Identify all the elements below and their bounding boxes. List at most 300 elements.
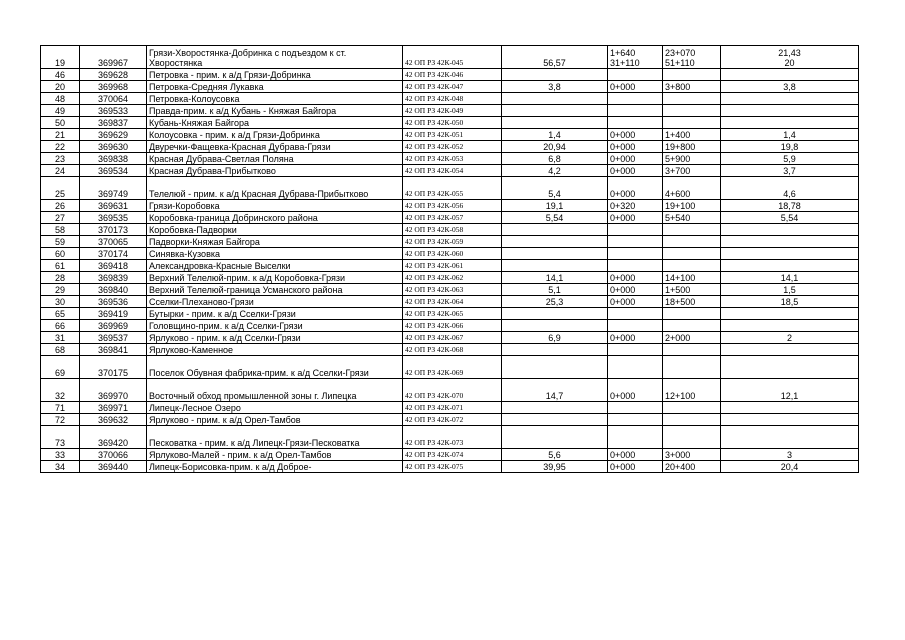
start-km-cell	[608, 141, 663, 153]
table-row	[41, 449, 859, 461]
length-cell	[502, 69, 608, 81]
table-row	[41, 296, 859, 308]
end-km-cell-line	[665, 403, 718, 413]
road-code-cell: 42 ОП РЗ 42К-059	[403, 236, 502, 248]
row-number-cell: 61	[41, 260, 80, 272]
section-length-cell-line: 1,5	[783, 285, 796, 295]
road-id-cell: 369749	[80, 177, 147, 200]
section-length-cell-line	[723, 321, 856, 331]
section-length-cell-line: 18,5	[780, 297, 799, 307]
table-row	[41, 379, 859, 402]
start-km-cell-line: 0+320	[610, 201, 636, 211]
start-km-cell-line: 0+000	[610, 166, 636, 176]
table-row	[41, 356, 859, 379]
table-row	[41, 332, 859, 344]
road-id-cell: 369967	[80, 46, 147, 69]
section-length-cell-line	[723, 106, 856, 116]
end-km-cell	[663, 224, 721, 236]
road-code-cell: 42 ОП РЗ 42К-063	[403, 284, 502, 296]
start-km-cell-line: 0+000	[610, 130, 636, 140]
road-code-cell: 42 ОП РЗ 42К-053	[403, 153, 502, 165]
section-length-cell	[721, 224, 859, 236]
end-km-cell	[663, 379, 721, 402]
end-km-cell	[663, 212, 721, 224]
road-id-cell: 369440	[80, 461, 147, 473]
section-length-cell-line: 18,78	[778, 201, 801, 211]
start-km-cell-line	[610, 249, 660, 259]
end-km-cell-line: 1+500	[665, 285, 691, 295]
section-length-cell-line	[723, 225, 856, 235]
length-cell	[502, 236, 608, 248]
table-row	[41, 224, 859, 236]
road-code-cell: 42 ОП РЗ 42К-057	[403, 212, 502, 224]
end-km-cell-line	[665, 237, 718, 247]
row-number-cell: 46	[41, 69, 80, 81]
road-code-cell: 42 ОП РЗ 42К-046	[403, 69, 502, 81]
table-row	[41, 344, 859, 356]
road-id-cell: 370064	[80, 93, 147, 105]
road-name-cell: Падворки-Княжая Байгора	[147, 236, 403, 248]
table-row	[41, 105, 859, 117]
length-cell	[502, 402, 608, 414]
end-km-cell	[663, 177, 721, 200]
end-km-cell-line: 5+900	[665, 154, 691, 164]
row-number-cell: 49	[41, 105, 80, 117]
road-name-cell: Головщино-прим. к а/д Сселки-Грязи	[147, 320, 403, 332]
road-name-cell: Грязи-Хворостянка-Добринка с подъездом к ст. Хворостянка	[147, 46, 403, 69]
end-km-cell	[663, 248, 721, 260]
road-code-cell: 42 ОП РЗ 42К-064	[403, 296, 502, 308]
row-number-cell: 33	[41, 449, 80, 461]
end-km-cell	[663, 449, 721, 461]
section-length-cell	[721, 379, 859, 402]
end-km-cell	[663, 236, 721, 248]
section-length-cell	[721, 461, 859, 473]
section-length-cell	[721, 308, 859, 320]
road-code-cell: 42 ОП РЗ 42К-051	[403, 129, 502, 141]
table-row	[41, 46, 859, 69]
end-km-cell-line	[665, 415, 718, 425]
end-km-cell	[663, 165, 721, 177]
end-km-cell-line: 14+100	[665, 273, 696, 283]
section-length-cell-line: 5,9	[783, 154, 796, 164]
road-id-cell: 370173	[80, 224, 147, 236]
road-code-cell: 42 ОП РЗ 42К-075	[403, 461, 502, 473]
start-km-cell	[608, 356, 663, 379]
row-number-cell: 26	[41, 200, 80, 212]
road-id-cell: 369418	[80, 260, 147, 272]
row-number-cell: 73	[41, 426, 80, 449]
start-km-cell	[608, 461, 663, 473]
start-km-cell	[608, 272, 663, 284]
road-code-cell: 42 ОП РЗ 42К-045	[403, 46, 502, 69]
section-length-cell-line: 3	[786, 450, 792, 460]
road-code-cell: 42 ОП РЗ 42К-067	[403, 332, 502, 344]
road-code-cell: 42 ОП РЗ 42К-047	[403, 81, 502, 93]
road-name-cell: Липецк-Лесное Озеро	[147, 402, 403, 414]
row-number-cell: 69	[41, 356, 80, 379]
end-km-cell	[663, 69, 721, 81]
start-km-cell	[608, 284, 663, 296]
start-km-cell-line: 0+000	[610, 189, 636, 199]
section-length-cell	[721, 236, 859, 248]
length-cell	[502, 414, 608, 426]
road-code-cell: 42 ОП РЗ 42К-071	[403, 402, 502, 414]
road-name-cell: Сселки-Плеханово-Грязи	[147, 296, 403, 308]
section-length-cell	[721, 177, 859, 200]
road-id-cell: 369629	[80, 129, 147, 141]
start-km-cell	[608, 46, 663, 69]
end-km-cell-line: 19+100	[665, 201, 696, 211]
end-km-cell	[663, 129, 721, 141]
road-name-cell: Кубань-Княжая Байгора	[147, 117, 403, 129]
end-km-cell-line: 3+000	[665, 450, 691, 460]
section-length-cell-line	[723, 368, 856, 378]
start-km-cell-line	[610, 94, 660, 104]
table-row	[41, 81, 859, 93]
end-km-cell-line: 19+800	[665, 142, 696, 152]
road-name-cell: Двуречки-Фащевка-Красная Дубрава-Грязи	[147, 141, 403, 153]
section-length-cell	[721, 414, 859, 426]
row-number-cell: 58	[41, 224, 80, 236]
length-cell: 19,1	[502, 200, 608, 212]
table-row	[41, 320, 859, 332]
road-name-cell: Песковатка - прим. к а/д Липецк-Грязи-Песковатка	[147, 426, 403, 449]
table-row	[41, 308, 859, 320]
road-code-cell: 42 ОП РЗ 42К-074	[403, 449, 502, 461]
length-cell: 5,54	[502, 212, 608, 224]
start-km-cell	[608, 379, 663, 402]
road-id-cell: 369630	[80, 141, 147, 153]
start-km-cell-line	[610, 403, 660, 413]
section-length-cell	[721, 200, 859, 212]
start-km-cell-line	[610, 118, 660, 128]
section-length-cell	[721, 141, 859, 153]
section-length-cell-line	[723, 309, 856, 319]
section-length-cell	[721, 46, 859, 69]
end-km-cell	[663, 260, 721, 272]
length-cell	[502, 308, 608, 320]
length-cell: 1,4	[502, 129, 608, 141]
road-id-cell: 370175	[80, 356, 147, 379]
length-cell: 5,6	[502, 449, 608, 461]
table-row	[41, 141, 859, 153]
road-name-cell: Телелюй - прим. к а/д Красная Дубрава-Прибытково	[147, 177, 403, 200]
start-km-cell-line	[610, 106, 660, 116]
road-name-cell: Ярлуково-Каменное	[147, 344, 403, 356]
end-km-cell	[663, 296, 721, 308]
length-cell: 6,9	[502, 332, 608, 344]
row-number-cell: 68	[41, 344, 80, 356]
end-km-cell	[663, 272, 721, 284]
row-number-cell: 71	[41, 402, 80, 414]
road-code-cell: 42 ОП РЗ 42К-049	[403, 105, 502, 117]
table-row	[41, 260, 859, 272]
road-code-cell: 42 ОП РЗ 42К-070	[403, 379, 502, 402]
road-id-cell: 369536	[80, 296, 147, 308]
table-row	[41, 129, 859, 141]
section-length-cell-line: 5,54	[780, 213, 799, 223]
end-km-cell	[663, 105, 721, 117]
road-id-cell: 369838	[80, 153, 147, 165]
table-row	[41, 165, 859, 177]
section-length-cell-line	[723, 118, 856, 128]
start-km-cell	[608, 105, 663, 117]
section-length-cell	[721, 81, 859, 93]
end-km-cell-line: 2+000	[665, 333, 691, 343]
end-km-cell-line	[665, 249, 718, 259]
start-km-cell-line	[610, 261, 660, 271]
start-km-cell-line: 0+000	[610, 273, 636, 283]
length-cell	[502, 248, 608, 260]
end-km-cell-line	[665, 345, 718, 355]
end-km-cell-line: 3+800	[665, 82, 691, 92]
length-cell: 3,8	[502, 81, 608, 93]
table-row	[41, 212, 859, 224]
road-name-cell: Красная Дубрава-Светлая Поляна	[147, 153, 403, 165]
start-km-cell-line: 0+000	[610, 213, 636, 223]
road-code-cell: 42 ОП РЗ 42К-062	[403, 272, 502, 284]
start-km-cell	[608, 414, 663, 426]
row-number-cell: 27	[41, 212, 80, 224]
road-id-cell: 369537	[80, 332, 147, 344]
section-length-cell	[721, 332, 859, 344]
start-km-cell	[608, 212, 663, 224]
road-code-cell: 42 ОП РЗ 42К-060	[403, 248, 502, 260]
road-code-cell: 42 ОП РЗ 42К-055	[403, 177, 502, 200]
row-number-cell: 31	[41, 332, 80, 344]
road-name-cell: Правда-прим. к а/д Кубань - Княжая Байгора	[147, 105, 403, 117]
length-cell: 4,2	[502, 165, 608, 177]
table-row	[41, 153, 859, 165]
end-km-cell	[663, 81, 721, 93]
start-km-cell	[608, 402, 663, 414]
length-cell: 6,8	[502, 153, 608, 165]
length-cell	[502, 344, 608, 356]
end-km-cell	[663, 284, 721, 296]
table-row	[41, 402, 859, 414]
end-km-cell-line: 5+540	[665, 213, 691, 223]
length-cell: 5,1	[502, 284, 608, 296]
row-number-cell: 60	[41, 248, 80, 260]
start-km-cell-line: 0+000	[610, 391, 636, 401]
section-length-cell	[721, 117, 859, 129]
start-km-cell	[608, 129, 663, 141]
road-name-cell: Александровка-Красные Выселки	[147, 260, 403, 272]
end-km-cell-line: 12+100	[665, 391, 696, 401]
start-km-cell	[608, 81, 663, 93]
start-km-cell	[608, 344, 663, 356]
section-length-cell-line	[723, 403, 856, 413]
road-id-cell: 369970	[80, 379, 147, 402]
start-km-cell-line: 0+000	[610, 285, 636, 295]
row-number-cell: 28	[41, 272, 80, 284]
length-cell	[502, 320, 608, 332]
end-km-cell-line	[665, 438, 718, 448]
start-km-cell	[608, 200, 663, 212]
row-number-cell: 72	[41, 414, 80, 426]
start-km-cell-line	[610, 415, 660, 425]
row-number-cell: 20	[41, 81, 80, 93]
start-km-cell	[608, 153, 663, 165]
end-km-cell-line: 20+400	[665, 462, 696, 472]
row-number-cell: 23	[41, 153, 80, 165]
table-body	[41, 46, 859, 473]
end-km-cell	[663, 153, 721, 165]
section-length-cell-line: 20,4	[780, 462, 799, 472]
road-id-cell: 369971	[80, 402, 147, 414]
end-km-cell-line	[665, 106, 718, 116]
section-length-cell-line	[723, 70, 856, 80]
table-row	[41, 117, 859, 129]
length-cell: 56,57	[502, 46, 608, 69]
row-number-cell: 65	[41, 308, 80, 320]
section-length-cell-line: 21,43	[778, 48, 801, 58]
row-number-cell: 22	[41, 141, 80, 153]
road-id-cell: 369419	[80, 308, 147, 320]
end-km-cell-line	[665, 225, 718, 235]
table-row	[41, 69, 859, 81]
end-km-cell	[663, 426, 721, 449]
row-number-cell: 66	[41, 320, 80, 332]
end-km-cell	[663, 461, 721, 473]
road-name-cell: Синявка-Кузовка	[147, 248, 403, 260]
road-code-cell: 42 ОП РЗ 42К-068	[403, 344, 502, 356]
end-km-cell-line	[665, 94, 718, 104]
start-km-cell-line: 1+640	[610, 48, 636, 58]
end-km-cell-line: 4+600	[665, 189, 691, 199]
road-name-cell: Ярлуково - прим. к а/д Сселки-Грязи	[147, 332, 403, 344]
section-length-cell-line: 3,7	[783, 166, 796, 176]
road-code-cell: 42 ОП РЗ 42К-069	[403, 356, 502, 379]
length-cell: 14,1	[502, 272, 608, 284]
end-km-cell	[663, 308, 721, 320]
length-cell	[502, 93, 608, 105]
section-length-cell-line	[723, 261, 856, 271]
end-km-cell	[663, 141, 721, 153]
row-number-cell: 50	[41, 117, 80, 129]
end-km-cell	[663, 402, 721, 414]
road-name-cell: Петровка-Колоусовка	[147, 93, 403, 105]
end-km-cell-line	[665, 70, 718, 80]
row-number-cell: 48	[41, 93, 80, 105]
start-km-cell	[608, 224, 663, 236]
end-km-cell	[663, 414, 721, 426]
length-cell: 39,95	[502, 461, 608, 473]
section-length-cell	[721, 260, 859, 272]
start-km-cell-line	[610, 345, 660, 355]
end-km-cell-line: 23+070	[665, 48, 696, 58]
start-km-cell-line	[610, 309, 660, 319]
section-length-cell-line	[723, 415, 856, 425]
section-length-cell	[721, 296, 859, 308]
table-row	[41, 248, 859, 260]
length-cell	[502, 426, 608, 449]
start-km-cell	[608, 117, 663, 129]
start-km-cell	[608, 165, 663, 177]
road-name-cell: Колоусовка - прим. к а/д Грязи-Добринка	[147, 129, 403, 141]
start-km-cell-line	[610, 225, 660, 235]
table-row	[41, 284, 859, 296]
road-code-cell: 42 ОП РЗ 42К-061	[403, 260, 502, 272]
section-length-cell	[721, 129, 859, 141]
section-length-cell	[721, 272, 859, 284]
start-km-cell-line	[610, 321, 660, 331]
table-row	[41, 272, 859, 284]
row-number-cell: 59	[41, 236, 80, 248]
road-name-cell: Петровка-Средняя Лукавка	[147, 81, 403, 93]
road-code-cell: 42 ОП РЗ 42К-048	[403, 93, 502, 105]
road-name-cell: Коробовка-граница Добринского района	[147, 212, 403, 224]
road-code-cell: 42 ОП РЗ 42К-066	[403, 320, 502, 332]
section-length-cell	[721, 356, 859, 379]
length-cell: 20,94	[502, 141, 608, 153]
row-number-cell: 30	[41, 296, 80, 308]
section-length-cell-line: 14,1	[780, 273, 799, 283]
start-km-cell	[608, 332, 663, 344]
end-km-cell-line	[665, 309, 718, 319]
road-id-cell: 369632	[80, 414, 147, 426]
road-id-cell: 369533	[80, 105, 147, 117]
table-row	[41, 236, 859, 248]
start-km-cell	[608, 296, 663, 308]
section-length-cell-line: 3,8	[783, 82, 796, 92]
start-km-cell-line: 0+000	[610, 154, 636, 164]
row-number-cell: 19	[41, 46, 80, 69]
length-cell	[502, 105, 608, 117]
start-km-cell	[608, 449, 663, 461]
section-length-cell	[721, 248, 859, 260]
section-length-cell	[721, 93, 859, 105]
start-km-cell	[608, 177, 663, 200]
row-number-cell: 25	[41, 177, 80, 200]
section-length-cell-line	[723, 438, 856, 448]
end-km-cell	[663, 332, 721, 344]
section-length-cell-line	[723, 249, 856, 259]
road-name-cell: Петровка - прим. к а/д Грязи-Добринка	[147, 69, 403, 81]
table-row	[41, 414, 859, 426]
road-id-cell: 369534	[80, 165, 147, 177]
section-length-cell-line: 12,1	[780, 391, 799, 401]
section-length-cell-line	[723, 237, 856, 247]
row-number-cell: 34	[41, 461, 80, 473]
road-name-cell: Верхний Телелюй-прим. к а/д Коробовка-Грязи	[147, 272, 403, 284]
road-name-cell: Ярлуково - прим. к а/д Орел-Тамбов	[147, 414, 403, 426]
start-km-cell-line: 31+110	[610, 58, 640, 68]
start-km-cell-line: 0+000	[610, 82, 636, 92]
table-row	[41, 93, 859, 105]
length-cell: 25,3	[502, 296, 608, 308]
section-length-cell-line: 20	[784, 58, 795, 68]
road-name-cell: Липецк-Борисовка-прим. к а/д Доброе-	[147, 461, 403, 473]
length-cell	[502, 224, 608, 236]
length-cell: 14,7	[502, 379, 608, 402]
end-km-cell	[663, 320, 721, 332]
section-length-cell	[721, 344, 859, 356]
end-km-cell-line	[665, 368, 718, 378]
section-length-cell-line	[723, 345, 856, 355]
start-km-cell	[608, 426, 663, 449]
end-km-cell	[663, 46, 721, 69]
section-length-cell	[721, 153, 859, 165]
start-km-cell-line: 0+000	[610, 297, 636, 307]
end-km-cell	[663, 344, 721, 356]
table-row	[41, 426, 859, 449]
table-row	[41, 177, 859, 200]
section-length-cell	[721, 402, 859, 414]
start-km-cell-line	[610, 438, 660, 448]
length-cell	[502, 356, 608, 379]
